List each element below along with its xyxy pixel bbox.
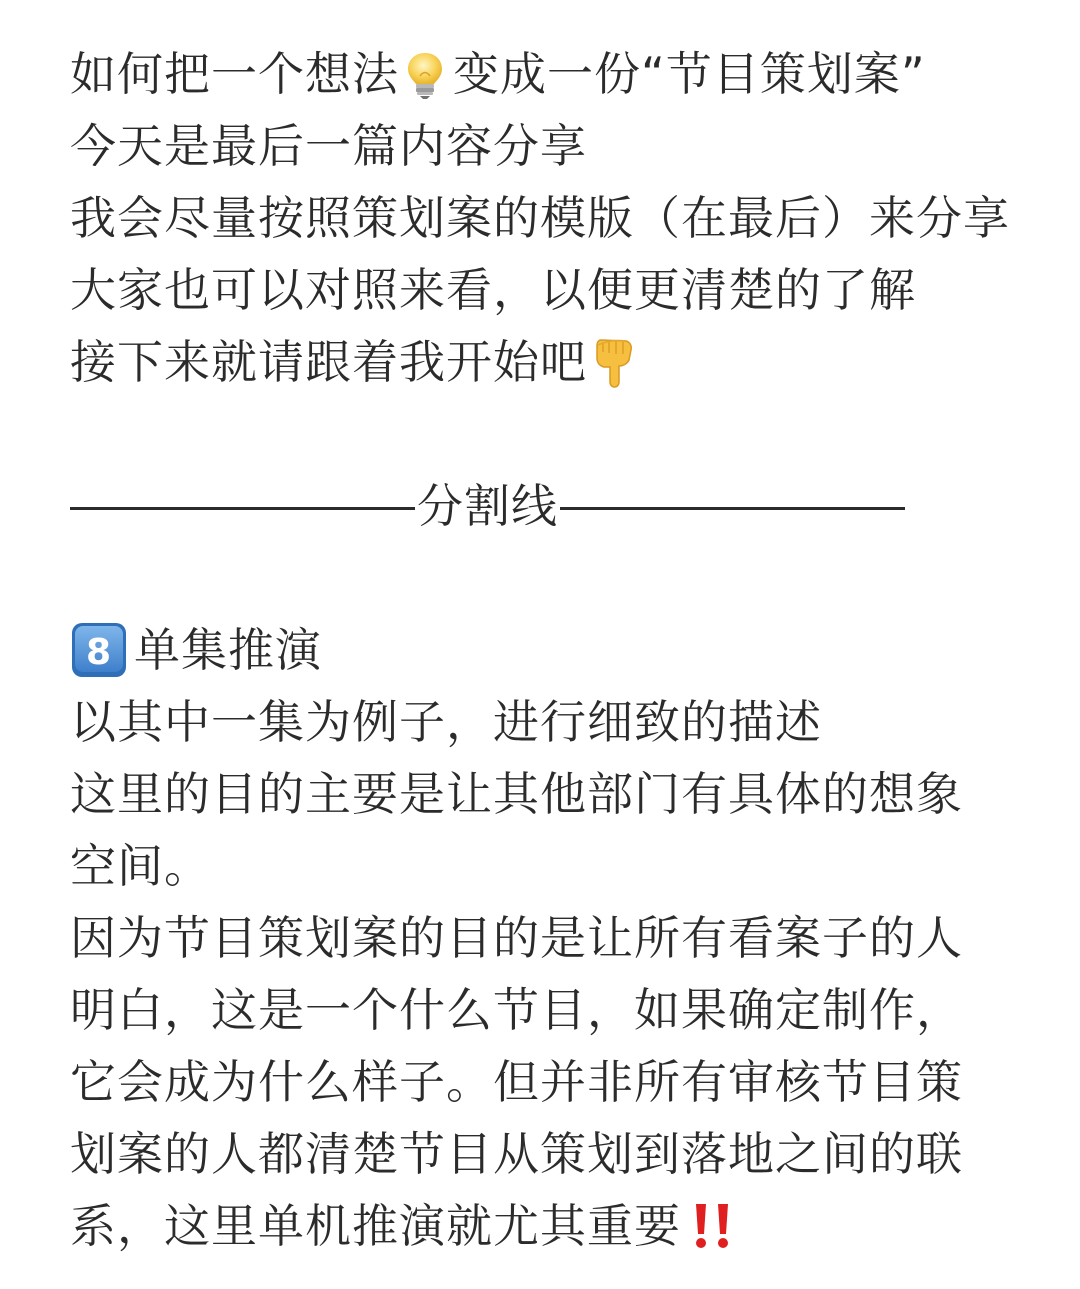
intro-line-3: 我会尽量按照策划案的模版（在最后）来分享 [70,191,1010,245]
spacer [70,398,1030,470]
post-content [70,38,1030,1262]
section-divider [70,470,905,542]
intro-line-2: 今天是最后一篇内容分享 [70,119,587,173]
pointing-down-hand-icon [593,336,637,388]
spacer [70,542,1030,614]
intro-line-1 [70,38,1030,110]
intro-line-4: 大家也可以对照来看，以便更清楚的了解 [70,263,916,317]
light-bulb-icon [405,49,445,99]
paragraph-1-line-1: 以其中一集为例子，进行细致的描述 [70,695,822,749]
paragraph-2-line-4: 划案的人都清楚节目从策划到落地之间的联 [70,1127,963,1181]
paragraph-1-line-3: 空间。 [70,839,211,893]
intro-line-1-end: 变成一份“节目策划案” [453,47,926,101]
section-heading [70,614,1030,686]
double-exclamation-icon [687,1200,739,1252]
intro-line-1-start: 如何把一个想法 [70,47,399,101]
paragraph-2-line-2: 明白，这是一个什么节目，如果确定制作， [70,983,963,1037]
intro-line-5-text: 接下来就请跟着我开始吧 [70,335,587,389]
divider-label: 分割线 [417,479,558,533]
intro-line-5 [70,326,1030,398]
keycap-number: 8 [85,631,113,673]
divider-rule-left [70,507,415,510]
keycap-8-icon [70,621,128,679]
paragraph-2-line-5 [70,1190,1030,1262]
paragraph-2-line-3: 它会成为什么样子。但并非所有审核节目策 [70,1055,963,1109]
paragraph-1-line-2: 这里的目的主要是让其他部门有具体的想象 [70,767,963,821]
paragraph-2-line-5-text: 系，这里单机推演就尤其重要 [70,1199,681,1253]
section-title: 单集推演 [134,623,322,677]
divider-rule-right [560,507,905,510]
paragraph-2-line-1: 因为节目策划案的目的是让所有看案子的人 [70,911,963,965]
